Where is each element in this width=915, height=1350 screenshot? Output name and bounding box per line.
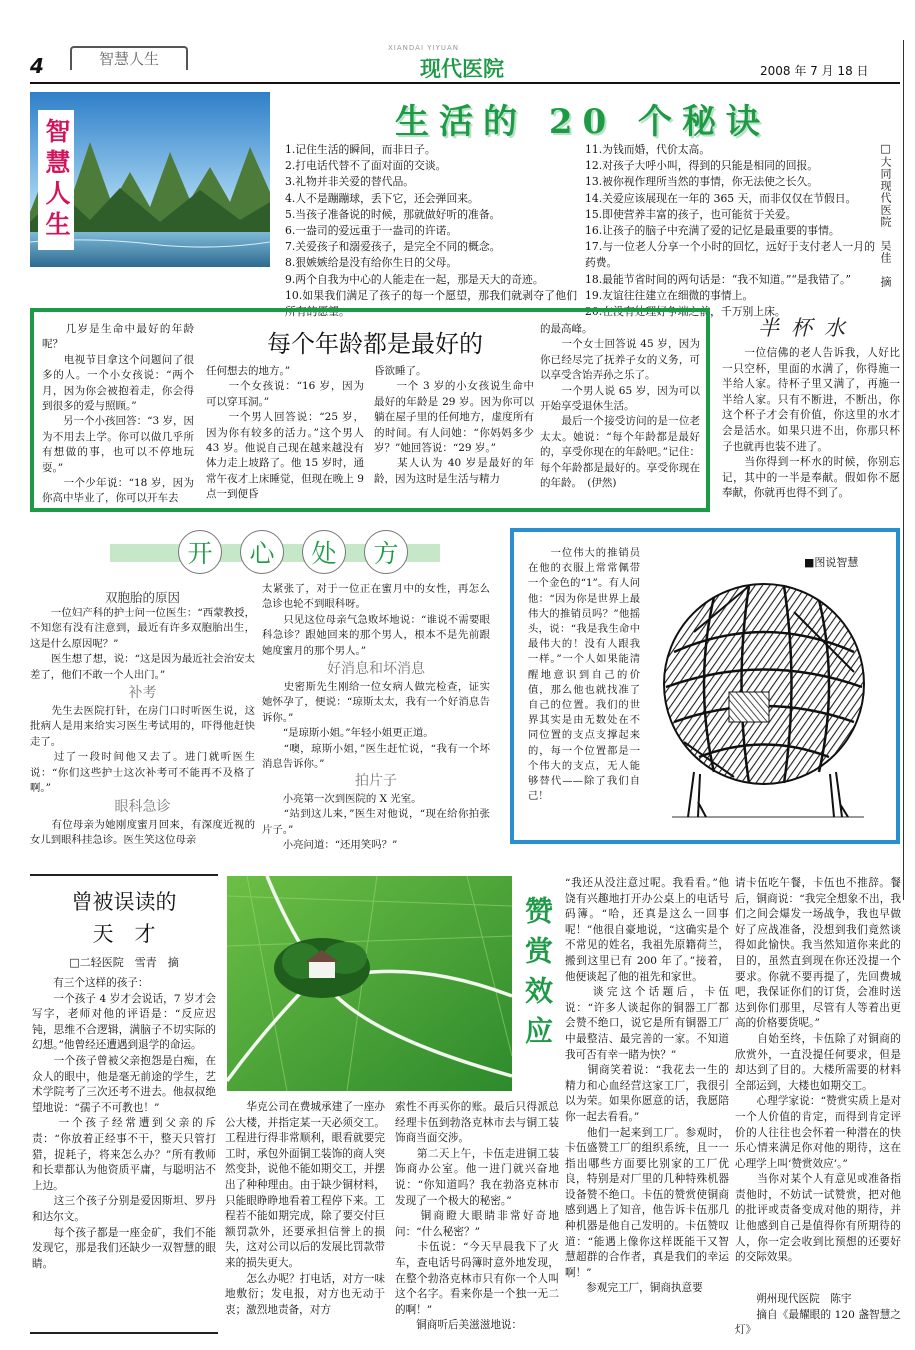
age-col-1: 几岁是生命中最好的年龄呢？ 电视节目拿这个问题问了很多的人。一个小女孩说：“两个月，因为你会被抱着走，你会得到很多的爱与照顾。” 另一个小孩回答：“3 岁，因为不用去上学。你可以做几乎所有想做的事，也可以不停地玩耍。” 一个少年说：“18 岁，因为你高中毕业了，你可以开车去 xyxy=(42,323,194,505)
fun-title-char-2: 心 xyxy=(240,530,284,574)
genius-border-bottom xyxy=(30,1332,218,1334)
secrets-credit: □大同现代医院 吴佳 摘 xyxy=(879,142,892,288)
wisdom-label: ■图说智慧 xyxy=(804,556,859,569)
genius-title-2: 天 才 xyxy=(92,922,156,946)
joke-4-title: 好消息和坏消息 xyxy=(327,661,425,677)
page-header xyxy=(0,0,915,92)
fun-title-char-1: 开 xyxy=(178,530,222,574)
praise-col-4: 请卡伍吃午餐，卡伍也不推辞。餐后，铜商说：“我完全想象不出，我们之间会爆发一场战争，我也早做好了应战准备，没想到我们竟然谈得如此愉快。我当然知道你来此的目的，虽然直到现在你还没提一个要求。你就不要再提了，先回费城吧，我保证你们的订货，会准时送达到你们那里，尽管有人等着出更高的价格要货呢。” 自始至终，卡伍除了对铜商的欣赏外，一直没提任何要求，但是却达到了目的。大楼所需要的材料全部运到，大楼也如期交工。 心理学家说：“赞赏实质上是对一个人价值的肯定，而得到肯定评价的人往往也会怀着一种潜在的快乐心情来满足你对他的期待，这在心理学上叫‘赞赏效应’。” 当你对某个人有意见或准备指责他时，不妨试一试赞赏，把对他的批评或责备变成对他的期待，并让他感到自己是值得你有所期待的人，你一定会收到比预想的还要好的交际效果。 xyxy=(735,877,901,1264)
header-rule xyxy=(30,82,900,84)
joke-2-text: 先生去医院打针，在房门口时听医生说，这批病人是用来给实习医生考试用的，吓得他赶快走了。 过了一段时间他又去了。进门就听医生说：“你们这些护士这次补考可不能再不及格了啊。” xyxy=(30,705,255,795)
issue-date: 2008 年 7 月 18 日 xyxy=(760,64,869,78)
meadow-image xyxy=(227,876,512,1091)
age-article xyxy=(30,308,710,512)
fun-title-char-3: 处 xyxy=(302,530,346,574)
fun-title-char-4: 方 xyxy=(364,530,408,574)
praise-title: 赞赏效应 xyxy=(521,896,554,1056)
joke-5-text: 小亮第一次到医院的 X 光室。 “站到这儿来，”医生对他说，“现在给你拍张片子。” 小亮问道：“还用笑吗？” xyxy=(262,793,490,852)
joke-3-continued: 太紧张了，对于一位正在蜜月中的女性，再怎么急诊也轮不到眼科呀。 只见这位母亲气急败坏地说：“谁说不需要眼科急诊？跟她回来的那个男人，根本不是先前跟她度蜜月的那个男人。” xyxy=(262,583,490,657)
side-title-box xyxy=(38,110,74,250)
genius-article xyxy=(30,874,218,1334)
side-title: 智慧人生 xyxy=(42,118,71,242)
praise-credit: 朔州现代医院 陈宇 摘自《最耀眼的 120 盏智慧之灯》 xyxy=(735,1293,901,1337)
page-number: 4 xyxy=(30,54,44,78)
genius-text: 有三个这样的孩子： 一个孩子 4 岁才会说话，7 岁才会写字，老师对他的评语是：“反应迟钝，思维不合逻辑，满脑子不切实际的幻想。”他曾经还遭遇到退学的命运。 一个孩子曾被父亲抱怨是白痴，在众人的眼中，他是毫无前途的学生，艺术学院考了三次还考不进去。他叔叔绝望地说：“孺子不可教也！” 一个孩子经常遭到父亲的斥责：“你放着正经事不干，整天只管打猎，捉耗子，将来怎么办？”所有教师和长辈都认为他资质平庸，与聪明沾不上边。 这三个孩子分别是爱因斯坦、罗丹和达尔文。 每个孩子都是一座金矿，我们不能发现它，那是我们还缺少一双智慧的眼睛。 xyxy=(32,977,216,1270)
section-tab: 智慧人生 xyxy=(70,46,188,70)
right-margin-line xyxy=(903,40,904,900)
praise-col-2: 索性不再买你的账。最后只得派总经理卡伍到勃洛克林市去与铜工装饰商当面交涉。 第二天上午，卡伍走进铜工装饰商办公室。他一进门就兴奋地说：“你知道吗？我在勃洛克林市发现了一个极大的秘密。” 铜商瞪大眼睛非常好奇地问：“什么秘密？” 卡伍说：“今天早晨我下了火车，查电话号码簿时意外地发现，在整个勃洛克林市只有你一个人叫这个名字。看来你是一个独一无二的啊！” 铜商听后美滋滋地说： xyxy=(395,1101,559,1332)
genius-border-top xyxy=(30,874,218,876)
age-col-2: 任何想去的地方。” 一个女孩说：“16 岁，因为可以穿耳洞。” 一个男人回答说：“25 岁，因为你有较多的活力。”这个男人 43 岁。他说自己现在越来越没有体力走上坡路了。他 15 岁时，通常午夜才上床睡觉，但现在晚上 9 点一到便昏 xyxy=(206,365,364,501)
age-col-4: 的最高峰。 一个女士回答说 45 岁，因为你已经尽完了抚养子女的义务，可以享受含饴弄孙之乐了。 一个男人说 65 岁，因为可以开始享受退休生活。 最后一个接受访问的是一位老太太。她说：“每个年龄都是最好的，享受你现在的年龄吧。”记住：每个年龄都是最好的。享受你现在的年龄。 (伊然) xyxy=(540,323,700,490)
secrets-col-2: 11.为钱而婚，代价太高。 12.对孩子大呼小叫，得到的只能是相同的回报。 13.被你视作理所当然的事情，你无法使之长久。 14.关爱应该展现在一年的 365 天，而非仅仅在节假日。 15.即使营养丰富的孩子，也可能贫于关爱。 16.让孩子的脑子中充满了爱的记忆是最重要的事情。 17.与一位老人分享一个小时的回忆，远好于支付老人一月的药费。 18.最能节省时间的两句话是：“我不知道。”“是我错了。” 19.友谊往往建立在细微的事情上。 20.在没有处理好争端之前，千万别上床。 xyxy=(585,143,875,319)
age-title: 每个年龄都是最好的 xyxy=(230,326,520,362)
joke-1-text: 一位妇产科的护士问一位医生：“西蒙教授，不知您有没有注意到，最近有许多双胞胎出生，这是什么原因呢？” 医生想了想，说：“这是因为最近社会治安太差了，他们不敢一个人出门。” xyxy=(30,607,255,681)
masthead-pinyin: XIANDAI YIYUAN xyxy=(388,44,459,52)
praise-article xyxy=(225,874,905,1344)
cup-text: 一位信佛的老人告诉我，人好比一只空杯，里面的水满了，你得施一半给人家。待杯子里又满了，再施一半给人家。只有不断进，不断出，你这个杯子才会有价值，你这里的水才会是活水。如果只进不出，你那只杯子也就再也装不进了。 当你得到一杯水的时候，你别忘记，其中的一半是奉献。假如你不愿奉献，你就再也得不到了。 xyxy=(722,347,900,500)
cup-title: 半杯水 xyxy=(758,316,857,340)
secrets-article xyxy=(30,92,900,319)
age-col-3: 昏欲睡了。 一个 3 岁的小女孩说生命中最好的年龄是 29 岁。因为你可以躺在屋子里的任何地方，虚度所有的时间。有人问她：“你妈妈多少岁？”她回答说：“29 岁。” 某人认为 40 岁是最好的年龄，因为这时是生活与精力 xyxy=(374,365,534,485)
secrets-title: 生活的 20 个秘诀 xyxy=(395,102,770,142)
meadow-illustration xyxy=(227,876,512,1091)
joke-3-title: 眼科急诊 xyxy=(114,799,171,815)
joke-5-title: 拍片子 xyxy=(355,773,397,789)
genius-title-1: 曾被误读的 xyxy=(71,890,177,914)
secrets-col-1: 1.记住生活的瞬间，而非日子。 2.打电话代替不了面对面的交谈。 3.礼物并非关爱的替代品。 4.人不是蹦蹦球，丢下它，还会弹回来。 5.当孩子准备说的时候，那就做好听的准备。 6.一盎司的爱远重于一盎司的许诺。 7.关爱孩子和溺爱孩子，是完全不同的概念。 8.狠嫉嫉给是没有给你生日的父母。 9.两个自我为中心的人能走在一起，那是天大的奇迹。 10.如果我们满足了孩子的每一个愿望，那我们就剥夺了他们所有的愿望。 xyxy=(285,143,577,319)
joke-1-title: 双胞胎的原因 xyxy=(104,590,180,605)
masthead: 现代医院 xyxy=(420,56,504,81)
genius-byline: □二轻医院 雪青 摘 xyxy=(69,956,179,969)
joke-2-title: 补考 xyxy=(128,685,157,701)
fun-article xyxy=(30,522,500,862)
wisdom-article xyxy=(510,528,900,844)
cup-article xyxy=(722,312,900,512)
joke-4-text: 史密斯先生刚给一位女病人做完检查，证实她怀孕了，便说：“琼斯太太，我有一个好消息告诉你。” “是琼斯小姐。”年轻小姐更正道。 “噢，琼斯小姐，”医生赶忙说，“我有一个坏消息告诉你。” xyxy=(262,681,490,771)
joke-3-text: 有位母亲为她刚度蜜月回来，有深度近视的女儿到眼科挂急诊。医生笑这位母亲 xyxy=(30,819,255,847)
praise-col-1: 华克公司在费城承建了一座办公大楼，并指定某一天必须交工。工程进行得非常顺利，眼看就要完工时，承包外面铜工装饰的商人突然变卦，说他不能如期交工，并摆出了种种理由。由于缺少铜材料，只能眼睁睁地看着工程停下来。工程若不能如期完成，除了要交付巨额罚款外，还要承担信誉上的损失，这对公司以后的发展比罚款带来的损失更大。 怎么办呢？打电话，对方一味地敷衍；发电报，对方也无动于衷；激烈地责备，对方 xyxy=(225,1101,385,1316)
globe-illustration xyxy=(654,572,884,832)
praise-col-3: “我还从没注意过呢。我看看。”他饶有兴趣地打开办公桌上的电话号码簿。“哈，还真是这么一回事呢！”他很自豪地说，“这确实是个不常见的姓名，我祖先原籍荷兰，搬到这里已有 200 年了。”接着，他便谈起了他的祖先和家世。 谈完这个话题后，卡伍说：“许多人谈起你的铜器工厂都会赞不绝口，说它是所有铜器工厂中最整洁、最完善的一家。不知道我可否有幸一睹为快？” 铜商笑着说：“我花去一生的精力和心血经营这家工厂，我很引以为荣。如果你愿意的话，我愿陪你一起去看看。” 他们一起来到工厂。参观时，卡伍盛赞工厂的组织系统，且一一指出哪些方面要比别家的工厂优良，特别是对厂里的几种特殊机器设备赞不绝口。卡伍的赞赏使铜商感到遇上了知音，他告诉卡伍那几种机器是他自己发明的。卡伍赞叹道：“能遇上像你这样既能干又智慧超群的合作者，真是我们的幸运啊！” 参观完工厂，铜商执意要 xyxy=(565,877,729,1295)
wisdom-text: 一位伟大的推销员在他的衣服上常常佩带一个金色的“1”。有人问他：“因为你是世界上最伟大的推销员吗？”他摇头，说：“我是我生命中最伟大的！没有人跟我一样。”一个人如果能清醒地意识到自己的价值，那么他也就找准了自己的位置。我们的世界其实是由无数处在不同位置的支点支撑起来的，每一个位置都是一个伟大的支点，无人能够替代——除了我们自己！ xyxy=(528,547,640,803)
